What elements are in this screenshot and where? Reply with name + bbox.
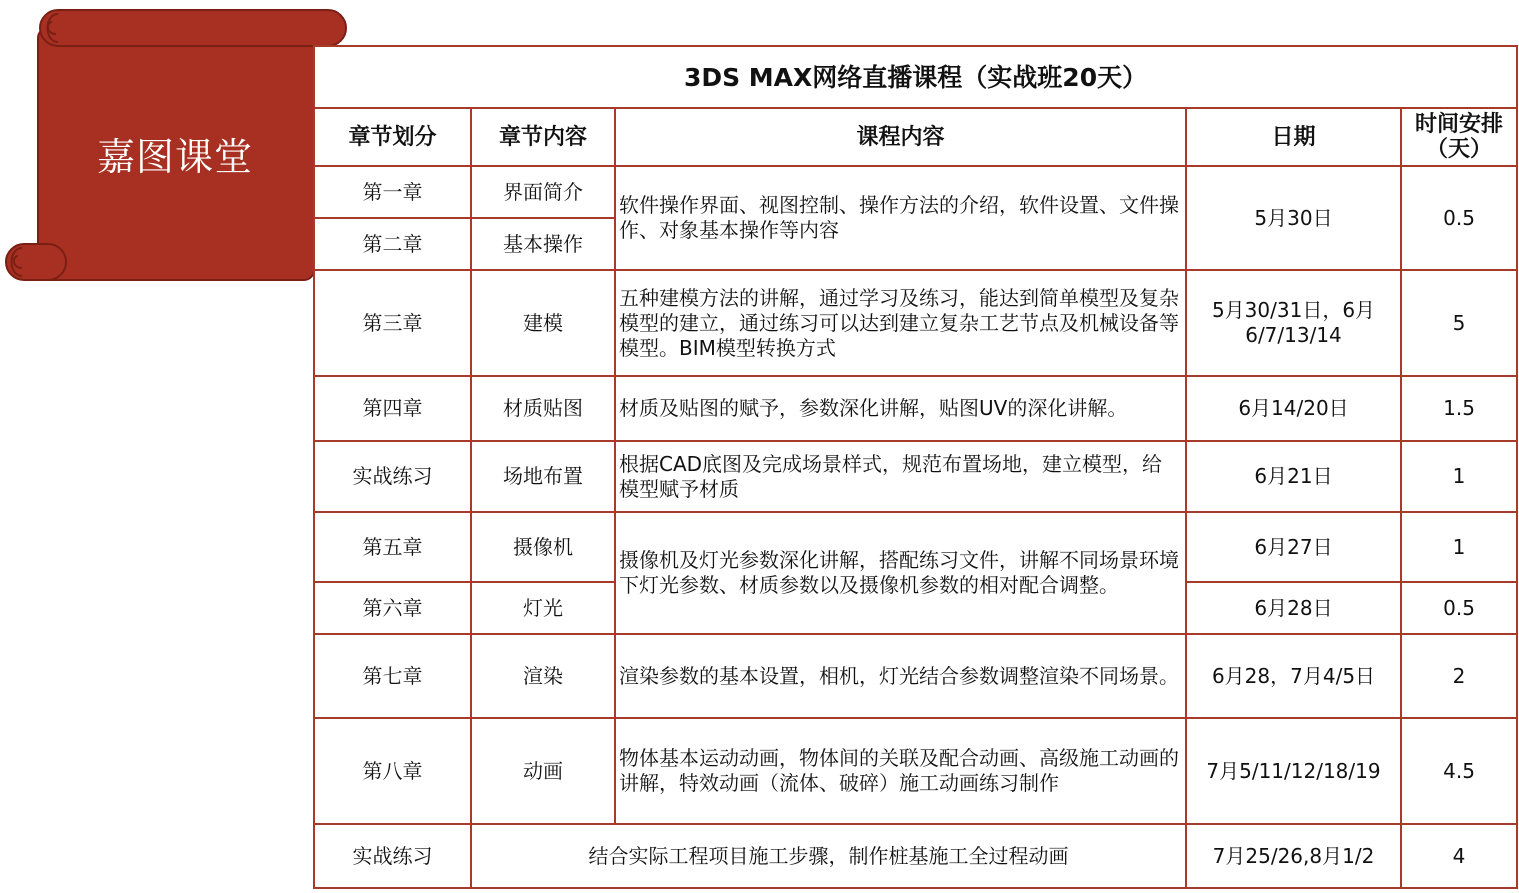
course-schedule-table <box>313 45 1518 889</box>
content-cell: 物体基本运动动画，物体间的关联及配合动画、高级施工动画的讲解，特效动画（流体、破碎）施工动画练习制作 <box>615 718 1186 824</box>
table-row <box>314 441 1517 512</box>
date-cell: 6月14/20日 <box>1186 376 1401 441</box>
header-days: 时间安排（天） <box>1401 108 1517 166</box>
days-cell: 4.5 <box>1401 718 1517 824</box>
date-cell: 6月21日 <box>1186 441 1401 512</box>
table-title-row <box>314 46 1517 108</box>
table-row <box>314 166 1517 218</box>
date-cell: 5月30/31日，6月6/7/13/14 <box>1186 270 1401 376</box>
header-row <box>314 108 1517 166</box>
content-cell: 根据CAD底图及完成场景样式，规范布置场地，建立模型，给模型赋予材质 <box>615 441 1186 512</box>
table-row <box>314 512 1517 582</box>
header-chapter: 章节划分 <box>314 108 471 166</box>
content-cell: 软件操作界面、视图控制、操作方法的介绍，软件设置、文件操作、对象基本操作等内容 <box>615 166 1186 270</box>
brand-scroll-banner <box>0 0 360 300</box>
table-row <box>314 634 1517 718</box>
topic-cell: 基本操作 <box>471 218 615 270</box>
date-cell: 6月27日 <box>1186 512 1401 582</box>
topic-cell: 灯光 <box>471 582 615 634</box>
date-cell: 6月28日 <box>1186 582 1401 634</box>
chapter-cell: 第五章 <box>314 512 471 582</box>
chapter-cell: 第七章 <box>314 634 471 718</box>
chapter-cell: 第八章 <box>314 718 471 824</box>
content-cell: 渲染参数的基本设置，相机，灯光结合参数调整渲染不同场景。 <box>615 634 1186 718</box>
days-cell: 0.5 <box>1401 582 1517 634</box>
date-cell: 6月28，7月4/5日 <box>1186 634 1401 718</box>
header-topic: 章节内容 <box>471 108 615 166</box>
topic-cell: 摄像机 <box>471 512 615 582</box>
chapter-cell: 实战练习 <box>314 824 471 888</box>
days-cell: 1 <box>1401 512 1517 582</box>
date-cell: 7月25/26,8月1/2 <box>1186 824 1401 888</box>
table-title: 3DS MAX网络直播课程（实战班20天） <box>314 46 1517 108</box>
table-row <box>314 824 1517 888</box>
chapter-cell: 第三章 <box>314 270 471 376</box>
topic-cell: 界面简介 <box>471 166 615 218</box>
chapter-cell: 第二章 <box>314 218 471 270</box>
header-date: 日期 <box>1186 108 1401 166</box>
days-cell: 0.5 <box>1401 166 1517 270</box>
topic-cell: 场地布置 <box>471 441 615 512</box>
chapter-cell: 第四章 <box>314 376 471 441</box>
content-cell: 摄像机及灯光参数深化讲解，搭配练习文件，讲解不同场景环境下灯光参数、材质参数以及摄像机参数的相对配合调整。 <box>615 512 1186 634</box>
table-row <box>314 270 1517 376</box>
chapter-cell: 实战练习 <box>314 441 471 512</box>
topic-cell: 材质贴图 <box>471 376 615 441</box>
brand-title: 嘉图课堂 <box>96 135 253 179</box>
days-cell: 2 <box>1401 634 1517 718</box>
content-cell: 五种建模方法的讲解，通过学习及练习，能达到简单模型及复杂模型的建立，通过练习可以达到建立复杂工艺节点及机械设备等模型。BIM模型转换方式 <box>615 270 1186 376</box>
chapter-cell: 第六章 <box>314 582 471 634</box>
date-cell: 5月30日 <box>1186 166 1401 270</box>
table-row <box>314 376 1517 441</box>
table-row <box>314 718 1517 824</box>
content-cell: 材质及贴图的赋予，参数深化讲解，贴图UV的深化讲解。 <box>615 376 1186 441</box>
days-cell: 4 <box>1401 824 1517 888</box>
topic-cell: 建模 <box>471 270 615 376</box>
content-cell: 结合实际工程项目施工步骤，制作桩基施工全过程动画 <box>471 824 1186 888</box>
chapter-cell: 第一章 <box>314 166 471 218</box>
date-cell: 7月5/11/12/18/19 <box>1186 718 1401 824</box>
topic-cell: 渲染 <box>471 634 615 718</box>
days-cell: 1.5 <box>1401 376 1517 441</box>
days-cell: 5 <box>1401 270 1517 376</box>
header-content: 课程内容 <box>615 108 1186 166</box>
topic-cell: 动画 <box>471 718 615 824</box>
days-cell: 1 <box>1401 441 1517 512</box>
